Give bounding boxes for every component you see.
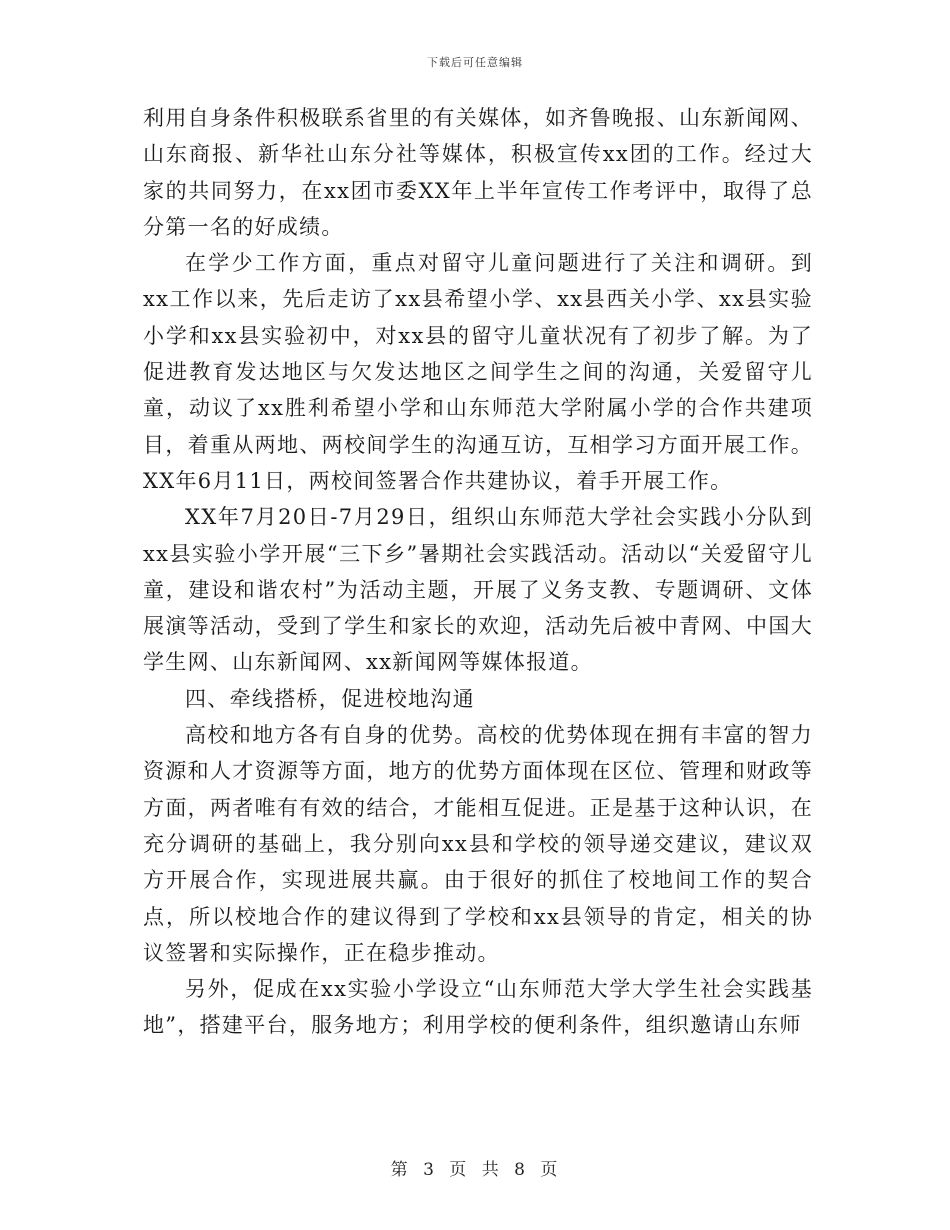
- section-heading: 四、牵线搭桥，促进校地沟通: [185, 686, 475, 711]
- page-number-footer: 第 3 页 共 8 页: [390, 1160, 560, 1180]
- paragraph: 在学少工作方面，重点对留守儿童问题进行了关注和调研。到xx工作以来，先后走访了xx县希望小学、xx县西关小学、xx县实验小学和xx县实验初中，对xx县的留守儿童状况有了初步了解。为了促进教育发达地区与欠发达地区之间学生之间的沟通，关爱留守儿童，动议了xx胜利希望小学和山东师范大学附属小学的合作共建项目，着重从两地、两校间学生的沟通互访，互相学习方面开展工作。XX年6月11日，两校间签署合作共建协议，着手开展工作。: [143, 251, 813, 493]
- page-header: 下载后可任意编辑: [427, 56, 523, 69]
- paragraph: XX年7月20日-7月29日，组织山东师范大学社会实践小分队到xx县实验小学开展“三下乡”暑期社会实践活动。活动以“关爱留守儿童，建设和谐农村”为活动主题，开展了义务支教、专题调研、文体展演等活动，受到了学生和家长的欢迎，活动先后被中青网、中国大学生网、山东新闻网、xx新闻网等媒体报道。: [143, 505, 813, 675]
- paragraph: 高校和地方各有自身的优势。高校的优势体现在拥有丰富的智力资源和人才资源等方面，地方的优势方面体现在区位、管理和财政等方面，两者唯有有效的结合，才能相互促进。正是基于这种认识，在充分调研的基础上，我分别向xx县和学校的领导递交建议，建议双方开展合作，实现进展共赢。由于很好的抓住了校地间工作的契合点，所以校地合作的建议得到了学校和xx县领导的肯定，相关的协议签署和实际操作，正在稳步推动。: [143, 723, 813, 965]
- paragraph: 另外，促成在xx实验小学设立“山东师范大学大学生社会实践基地”，搭建平台，服务地方；利用学校的便利条件，组织邀请山东师: [143, 977, 813, 1038]
- paragraph-continuation: 利用自身条件积极联系省里的有关媒体，如齐鲁晚报、山东新闻网、山东商报、新华社山东分社等媒体，积极宣传xx团的工作。经过大家的共同努力，在xx团市委XX年上半年宣传工作考评中，取得了总分第一名的好成绩。: [143, 106, 813, 239]
- document-body: [143, 100, 813, 1044]
